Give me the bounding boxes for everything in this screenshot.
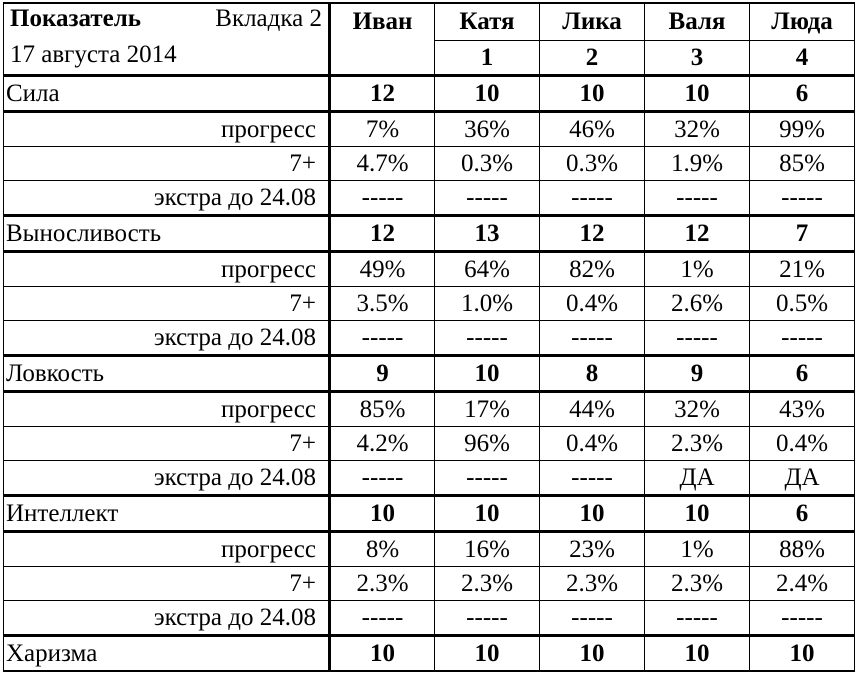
stat-row [4, 496, 855, 532]
stat-value: 10 [750, 636, 855, 672]
progress-row [4, 532, 855, 567]
stat-name: Выносливость [4, 216, 330, 252]
extra-value: ----- [435, 321, 540, 356]
progress-value: 1% [645, 252, 750, 287]
extra-label: экстра до 24.08 [4, 321, 330, 356]
seven-plus-value: 4.7% [330, 147, 435, 181]
number-lika: 2 [540, 41, 645, 76]
extra-value: ----- [330, 321, 435, 356]
stat-value: 10 [540, 496, 645, 532]
stat-value: 6 [750, 356, 855, 392]
stat-value: 10 [645, 76, 750, 112]
extra-row [4, 181, 855, 216]
seven-plus-value: 0.4% [540, 287, 645, 321]
seven-plus-value: 0.5% [750, 287, 855, 321]
extra-label: экстра до 24.08 [4, 181, 330, 216]
stats-table [3, 2, 855, 672]
extra-row [4, 601, 855, 636]
stat-value: 10 [330, 496, 435, 532]
stat-row [4, 356, 855, 392]
seven-plus-value: 0.4% [540, 427, 645, 461]
stat-row [4, 76, 855, 112]
progress-value: 99% [750, 112, 855, 147]
seven-plus-row [4, 567, 855, 601]
stat-value: 8 [540, 356, 645, 392]
stat-value: 12 [540, 216, 645, 252]
stat-value: 7 [750, 216, 855, 252]
stat-value: 10 [540, 76, 645, 112]
progress-label: прогресс [4, 252, 330, 287]
extra-value: ----- [750, 601, 855, 636]
number-ivan [330, 41, 435, 76]
seven-plus-value: 2.3% [645, 427, 750, 461]
number-valya: 3 [645, 41, 750, 76]
extra-value: ----- [645, 181, 750, 216]
stat-value: 10 [435, 76, 540, 112]
progress-value: 17% [435, 392, 540, 427]
extra-value: ----- [645, 601, 750, 636]
progress-value: 64% [435, 252, 540, 287]
seven-plus-value: 1.0% [435, 287, 540, 321]
name-lika: Лика [540, 3, 645, 41]
seven-plus-value: 2.3% [540, 567, 645, 601]
extra-value: ----- [750, 181, 855, 216]
progress-value: 43% [750, 392, 855, 427]
name-katya: Катя [435, 3, 540, 41]
extra-label: экстра до 24.08 [4, 461, 330, 496]
progress-value: 21% [750, 252, 855, 287]
extra-value: ДА [750, 461, 855, 496]
stat-value: 10 [435, 496, 540, 532]
progress-label: прогресс [4, 112, 330, 147]
seven-plus-value: 0.3% [540, 147, 645, 181]
seven-plus-row [4, 147, 855, 181]
seven-plus-value: 3.5% [330, 287, 435, 321]
stat-value: 10 [435, 636, 540, 672]
seven-plus-label: 7+ [4, 287, 330, 321]
progress-row [4, 252, 855, 287]
header-label-cell [4, 3, 330, 76]
seven-plus-value: 96% [435, 427, 540, 461]
seven-plus-value: 0.3% [435, 147, 540, 181]
stat-value: 6 [750, 76, 855, 112]
seven-plus-value: 1.9% [645, 147, 750, 181]
stat-value: 10 [330, 636, 435, 672]
progress-row [4, 392, 855, 427]
stat-name: Интеллект [4, 496, 330, 532]
seven-plus-value: 2.6% [645, 287, 750, 321]
progress-value: 82% [540, 252, 645, 287]
stat-value: 6 [750, 496, 855, 532]
header-title: Показатель [10, 5, 141, 32]
progress-value: 46% [540, 112, 645, 147]
stat-value: 13 [435, 216, 540, 252]
progress-value: 1% [645, 532, 750, 567]
progress-value: 44% [540, 392, 645, 427]
extra-value: ----- [435, 601, 540, 636]
progress-value: 36% [435, 112, 540, 147]
seven-plus-label: 7+ [4, 147, 330, 181]
stat-value: 10 [435, 356, 540, 392]
extra-value: ----- [330, 601, 435, 636]
stat-name: Ловкость [4, 356, 330, 392]
extra-value: ----- [540, 321, 645, 356]
number-lyuda: 4 [750, 41, 855, 76]
seven-plus-value: 2.3% [435, 567, 540, 601]
extra-value: ДА [645, 461, 750, 496]
extra-value: ----- [330, 461, 435, 496]
extra-value: ----- [645, 321, 750, 356]
stat-value: 10 [540, 636, 645, 672]
seven-plus-row [4, 287, 855, 321]
extra-value: ----- [540, 181, 645, 216]
stat-value: 12 [645, 216, 750, 252]
extra-row [4, 461, 855, 496]
progress-value: 88% [750, 532, 855, 567]
stat-value: 10 [645, 636, 750, 672]
number-katya: 1 [435, 41, 540, 76]
stat-name: Харизма [4, 636, 330, 672]
name-ivan: Иван [330, 3, 435, 41]
progress-value: 49% [330, 252, 435, 287]
progress-value: 85% [330, 392, 435, 427]
seven-plus-label: 7+ [4, 567, 330, 601]
seven-plus-value: 0.4% [750, 427, 855, 461]
header-date: 17 августа 2014 [10, 41, 177, 68]
progress-value: 32% [645, 392, 750, 427]
progress-value: 16% [435, 532, 540, 567]
name-lyuda: Люда [750, 3, 855, 41]
name-valya: Валя [645, 3, 750, 41]
header-tab: Вкладка 2 [215, 5, 322, 32]
extra-value: ----- [435, 181, 540, 216]
extra-value: ----- [750, 321, 855, 356]
progress-label: прогресс [4, 532, 330, 567]
stat-row [4, 216, 855, 252]
progress-value: 32% [645, 112, 750, 147]
seven-plus-value: 4.2% [330, 427, 435, 461]
extra-row [4, 321, 855, 356]
seven-plus-value: 2.4% [750, 567, 855, 601]
seven-plus-row [4, 427, 855, 461]
header-row [4, 3, 855, 41]
extra-value: ----- [435, 461, 540, 496]
progress-value: 8% [330, 532, 435, 567]
stat-value: 12 [330, 216, 435, 252]
seven-plus-value: 2.3% [645, 567, 750, 601]
extra-label: экстра до 24.08 [4, 601, 330, 636]
extra-value: ----- [540, 461, 645, 496]
stat-value: 10 [645, 496, 750, 532]
seven-plus-value: 85% [750, 147, 855, 181]
seven-plus-value: 2.3% [330, 567, 435, 601]
extra-value: ----- [330, 181, 435, 216]
stat-name: Сила [4, 76, 330, 112]
progress-row [4, 112, 855, 147]
seven-plus-label: 7+ [4, 427, 330, 461]
stat-value: 9 [330, 356, 435, 392]
progress-label: прогресс [4, 392, 330, 427]
stat-row [4, 636, 855, 672]
progress-value: 7% [330, 112, 435, 147]
stat-value: 12 [330, 76, 435, 112]
stat-value: 9 [645, 356, 750, 392]
progress-value: 23% [540, 532, 645, 567]
extra-value: ----- [540, 601, 645, 636]
